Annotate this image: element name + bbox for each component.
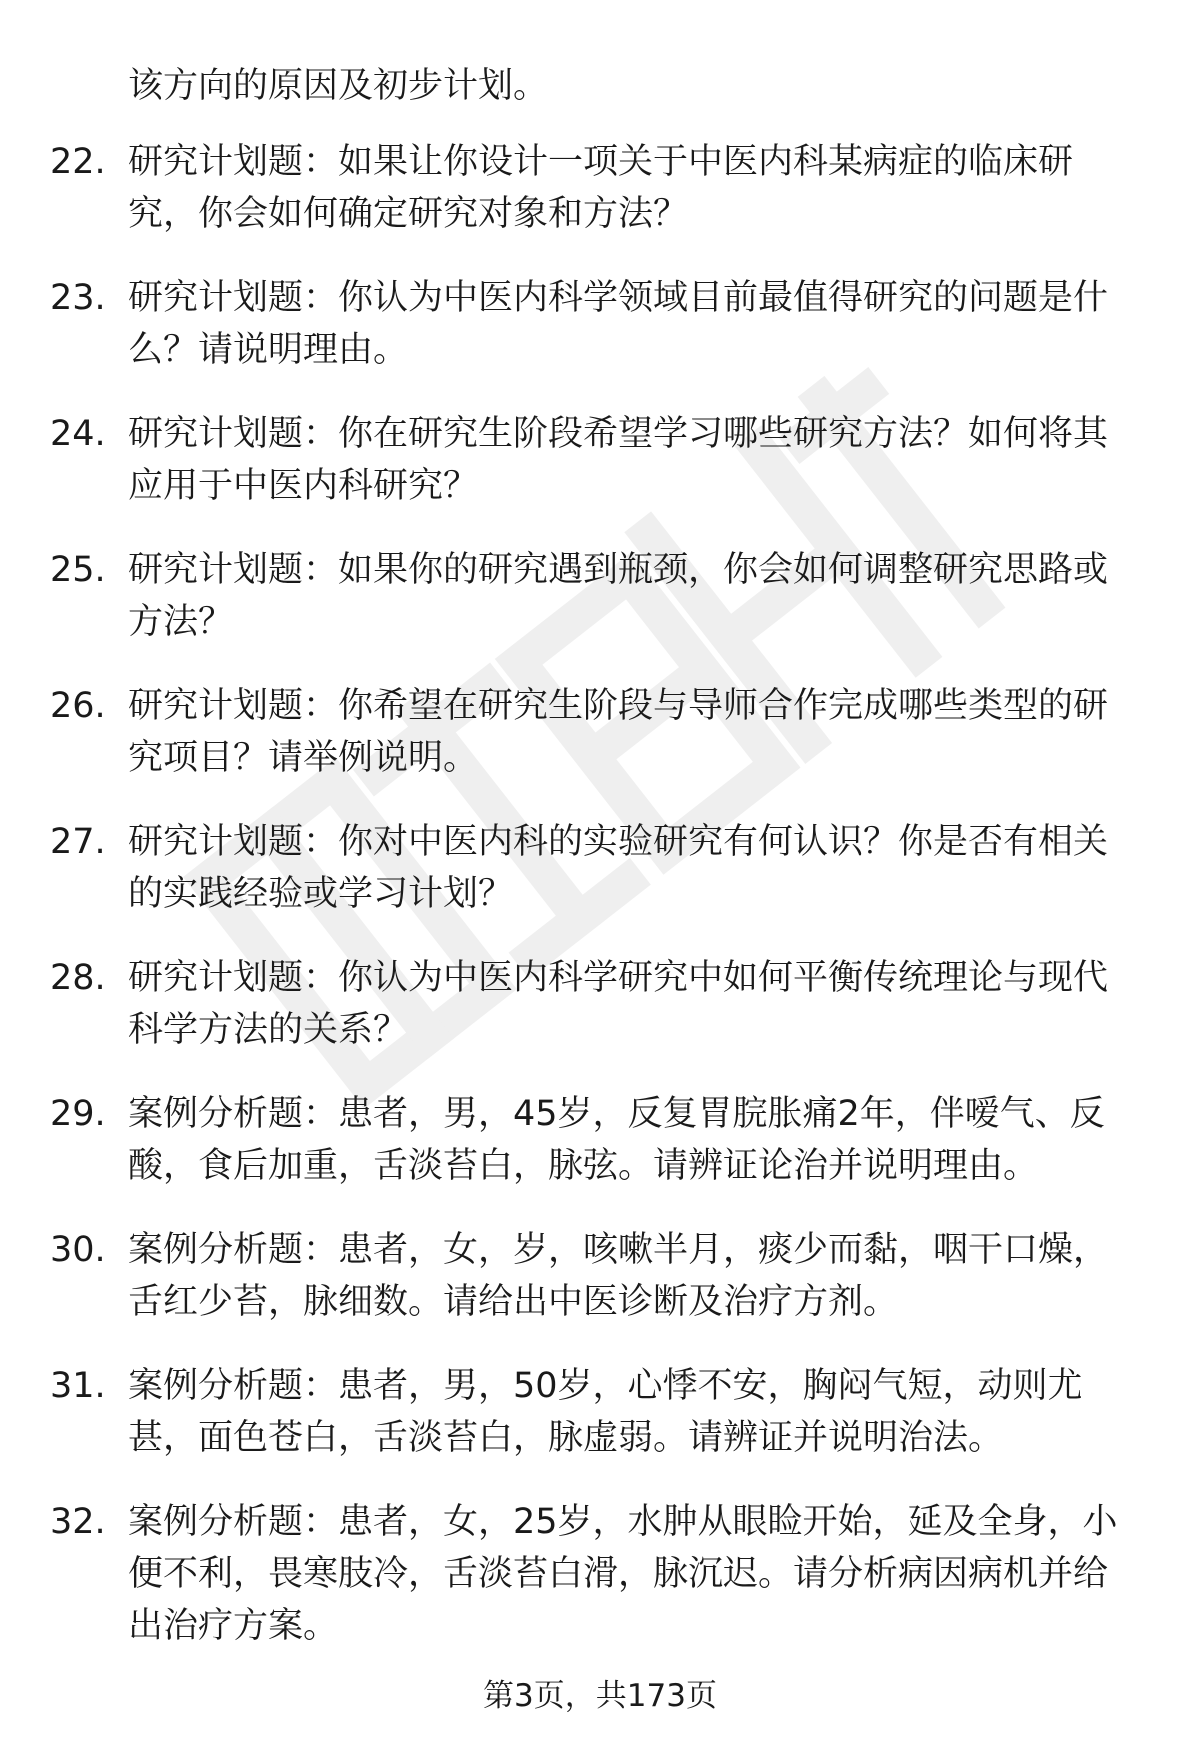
question-number: 31.	[50, 1366, 106, 1406]
question-text: 研究计划题：如果你的研究遇到瓶颈，你会如何调整研究思路或方法？	[128, 550, 1109, 642]
question-number: 23.	[50, 278, 106, 318]
question-number: 28.	[50, 958, 106, 998]
question-item	[0, 1496, 1200, 1686]
question-list	[0, 136, 1200, 1686]
question-number: 22.	[50, 142, 106, 182]
question-item	[0, 952, 1200, 1088]
question-number: 27.	[50, 822, 106, 862]
question-text: 研究计划题：你认为中医内科学领域目前最值得研究的问题是什么？请说明理由。	[128, 278, 1109, 370]
question-number: 26.	[50, 686, 106, 726]
question-text: 案例分析题：患者，男，50岁，心悸不安，胸闷气短，动则尤甚，面色苍白，舌淡苔白，脉虚弱。请辨证并说明治法。	[128, 1366, 1083, 1458]
question-item	[0, 816, 1200, 952]
continued-text: 该方向的原因及初步计划。	[128, 66, 549, 106]
question-number: 25.	[50, 550, 106, 590]
page-number-footer: 第3页，共173页	[483, 1678, 717, 1714]
question-number: 30.	[50, 1230, 106, 1270]
question-text: 案例分析题：患者，女，25岁，水肿从眼睑开始，延及全身，小便不利，畏寒肢冷，舌淡苔白滑，脉沉迟。请分析病因病机并给出治疗方案。	[128, 1502, 1118, 1646]
question-text: 案例分析题：患者，女，岁，咳嗽半月，痰少而黏，咽干口燥，舌红少苔，脉细数。请给出中医诊断及治疗方剂。	[128, 1230, 1109, 1322]
question-item	[0, 1224, 1200, 1360]
question-item	[0, 680, 1200, 816]
question-item	[0, 544, 1200, 680]
question-text: 研究计划题：你希望在研究生阶段与导师合作完成哪些类型的研究项目？请举例说明。	[128, 686, 1109, 778]
question-number: 32.	[50, 1502, 106, 1542]
question-text: 研究计划题：你对中医内科的实验研究有何认识？你是否有相关的实践经验或学习计划？	[128, 822, 1109, 914]
question-text: 案例分析题：患者，男，45岁，反复胃脘胀痛2年，伴嗳气、反酸，食后加重，舌淡苔白，脉弦。请辨证论治并说明理由。	[128, 1094, 1105, 1186]
question-text: 研究计划题：你认为中医内科学研究中如何平衡传统理论与现代科学方法的关系？	[128, 958, 1109, 1050]
question-item	[0, 408, 1200, 544]
question-text: 研究计划题：你在研究生阶段希望学习哪些研究方法？如何将其应用于中医内科研究？	[128, 414, 1109, 506]
question-item	[0, 136, 1200, 272]
question-item	[0, 272, 1200, 408]
question-number: 29.	[50, 1094, 106, 1134]
question-item	[0, 1088, 1200, 1224]
question-number: 24.	[50, 414, 106, 454]
question-item	[0, 1360, 1200, 1496]
question-text: 研究计划题：如果让你设计一项关于中医内科某病症的临床研究，你会如何确定研究对象和方法？	[128, 142, 1074, 234]
